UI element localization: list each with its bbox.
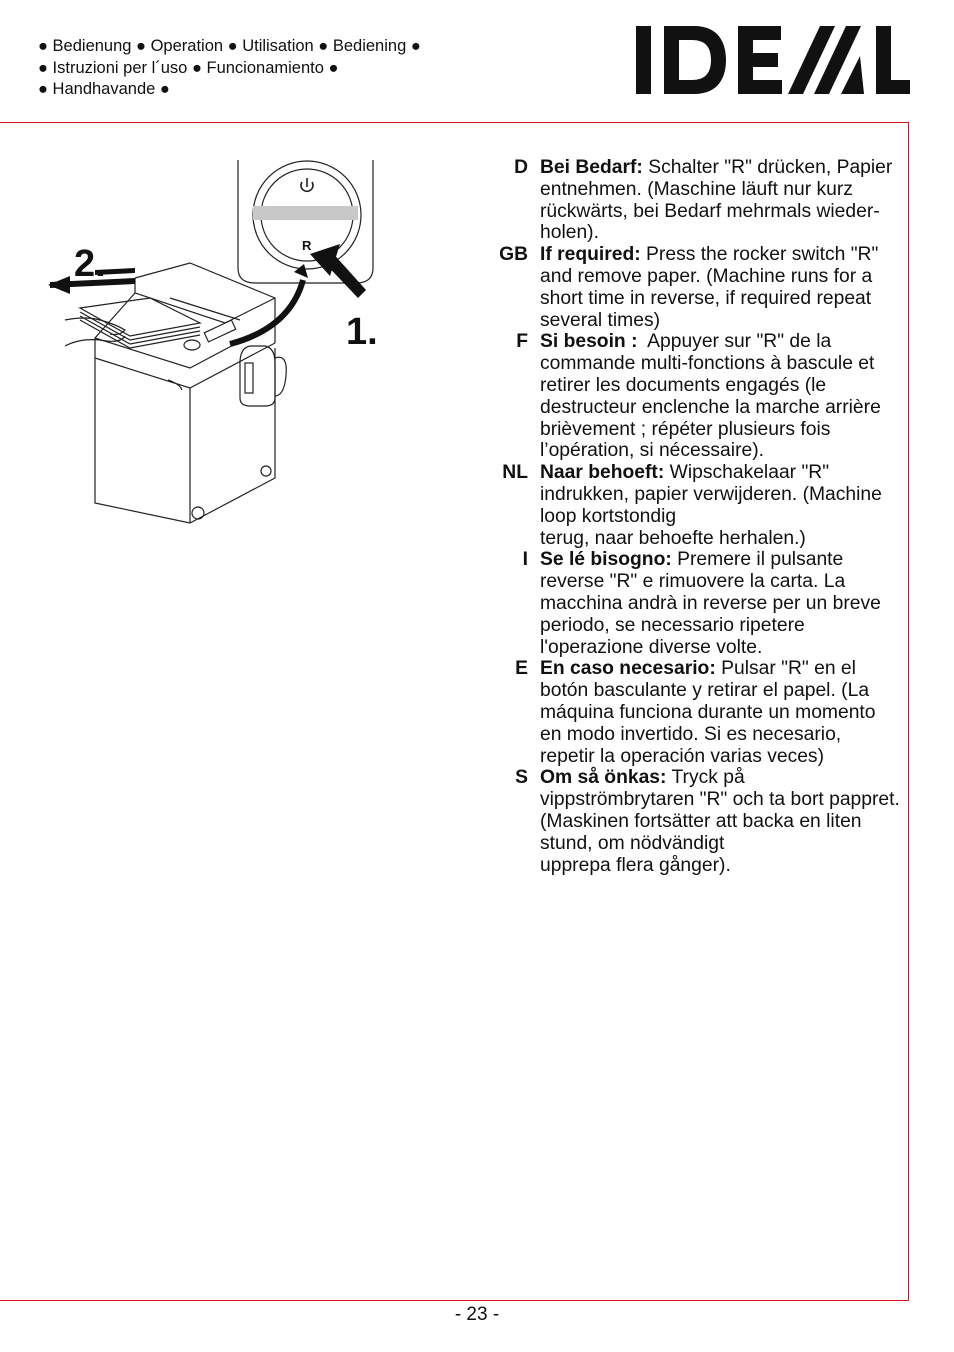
instruction-line: l’opération, si nécessaire). — [540, 440, 764, 462]
instruction-line: en modo invertido. Si es necesario, — [540, 723, 842, 745]
instruction-de — [484, 157, 909, 244]
instruction-line: and remove paper. (Machine runs for a — [540, 265, 873, 287]
instruction-line: destructeur enclenche la marche arrière — [540, 396, 881, 418]
shredder-illustration — [40, 158, 400, 524]
lang-code: GB — [499, 244, 528, 266]
instruction-line: upprepa flera gånger). — [540, 854, 731, 876]
instruction-term: If required: — [540, 244, 641, 266]
instruction-line: several times) — [540, 309, 660, 331]
lang-code: NL — [502, 462, 528, 484]
instruction-gb — [484, 244, 909, 331]
instruction-line: Wipschakelaar "R" — [664, 462, 830, 484]
reverse-button-label: R — [302, 238, 312, 253]
instruction-line: máquina funciona durante un momento — [540, 701, 876, 723]
instruction-text — [528, 331, 909, 462]
instruction-line: Pulsar "R" en el — [715, 658, 856, 680]
frame-top-rule — [0, 122, 909, 123]
instruction-line: l'operazione diverse volte. — [540, 636, 763, 658]
step-label-2: 2. — [74, 243, 106, 285]
power-icon — [301, 178, 313, 191]
instruction-line: retirer les documents engagés (le — [540, 374, 827, 396]
instruction-line: periodo, se necessario ripetere — [540, 614, 805, 636]
nav-line: ● Istruzioni per l´uso ● Funcionamiento ● — [38, 58, 339, 77]
ideal-logo — [636, 26, 910, 94]
frame-bottom-rule — [0, 1300, 909, 1301]
instruction-line: entnehmen. (Maschine läuft nur kurz — [540, 178, 853, 200]
lang-code: D — [514, 157, 528, 178]
instruction-f — [484, 331, 909, 462]
instruction-line: Tryck på — [666, 767, 745, 789]
instruction-line: repetir la operación varias veces) — [540, 745, 824, 767]
nav-line: ● Handhavande ● — [38, 80, 170, 98]
lang-code: I — [522, 549, 528, 571]
instruction-term: En caso necesario: — [540, 658, 716, 680]
instruction-line: rückwärts, bei Bedarf mehrmals wieder- — [540, 200, 880, 222]
instruction-line: brièvement ; répéter plusieurs fois — [540, 418, 831, 440]
instruction-line: loop kortstondig — [540, 505, 677, 527]
instruction-line: holen). — [540, 222, 599, 244]
instruction-term: Si besoin : — [540, 331, 638, 353]
header-nav — [38, 36, 421, 101]
lang-code: S — [515, 767, 528, 789]
instruction-line: botón basculante y retirar el papel. (La — [540, 680, 870, 702]
instruction-nl — [484, 462, 909, 549]
instruction-term: Bei Bedarf: — [540, 157, 643, 178]
instruction-text — [528, 462, 909, 549]
lang-code: E — [515, 658, 528, 680]
instruction-line: short time in reverse, if required repeat — [540, 287, 872, 309]
instruction-text — [528, 549, 909, 658]
instruction-line: stund, om nödvändigt — [540, 832, 725, 854]
instructions-list — [484, 157, 909, 876]
instruction-line: commande multi-fonctions à bascule et — [540, 353, 875, 375]
instruction-line: Appuyer sur "R" de la — [637, 331, 832, 353]
instruction-line: vippströmbrytaren "R" och ta bort pappret. — [540, 789, 900, 811]
step-label-1: 1. — [346, 311, 378, 353]
instruction-term: Se lé bisogno: — [540, 549, 672, 571]
instruction-line: Premere il pulsante — [671, 549, 844, 571]
instruction-line: (Maskinen fortsätter att backa en liten — [540, 810, 862, 832]
page-number: - 23 - — [454, 1304, 500, 1325]
instruction-line: Press the rocker switch "R" — [640, 244, 879, 266]
instruction-e — [484, 658, 909, 767]
instruction-text — [528, 658, 909, 767]
instruction-text — [528, 767, 909, 876]
lang-code: F — [516, 331, 528, 353]
instruction-line: terug, naar behoefte herhalen.) — [540, 527, 806, 549]
nav-line: ● Bedienung ● Operation ● Utilisation ● Bediening ● — [38, 37, 421, 55]
instruction-line: Schalter "R" drücken, Papier — [642, 157, 893, 178]
instruction-i — [484, 549, 909, 658]
instruction-text — [528, 157, 909, 244]
instruction-term: Om så önkas: — [540, 767, 667, 789]
instruction-s — [484, 767, 909, 876]
instruction-term: Naar behoeft: — [540, 462, 665, 484]
instruction-line: indrukken, papier verwijderen. (Machine — [540, 483, 882, 505]
instruction-line: macchina andrà in reverse per un breve — [540, 592, 881, 614]
instruction-line: reverse "R" e rimuovere la carta. La — [540, 571, 846, 593]
instruction-text — [528, 244, 909, 331]
